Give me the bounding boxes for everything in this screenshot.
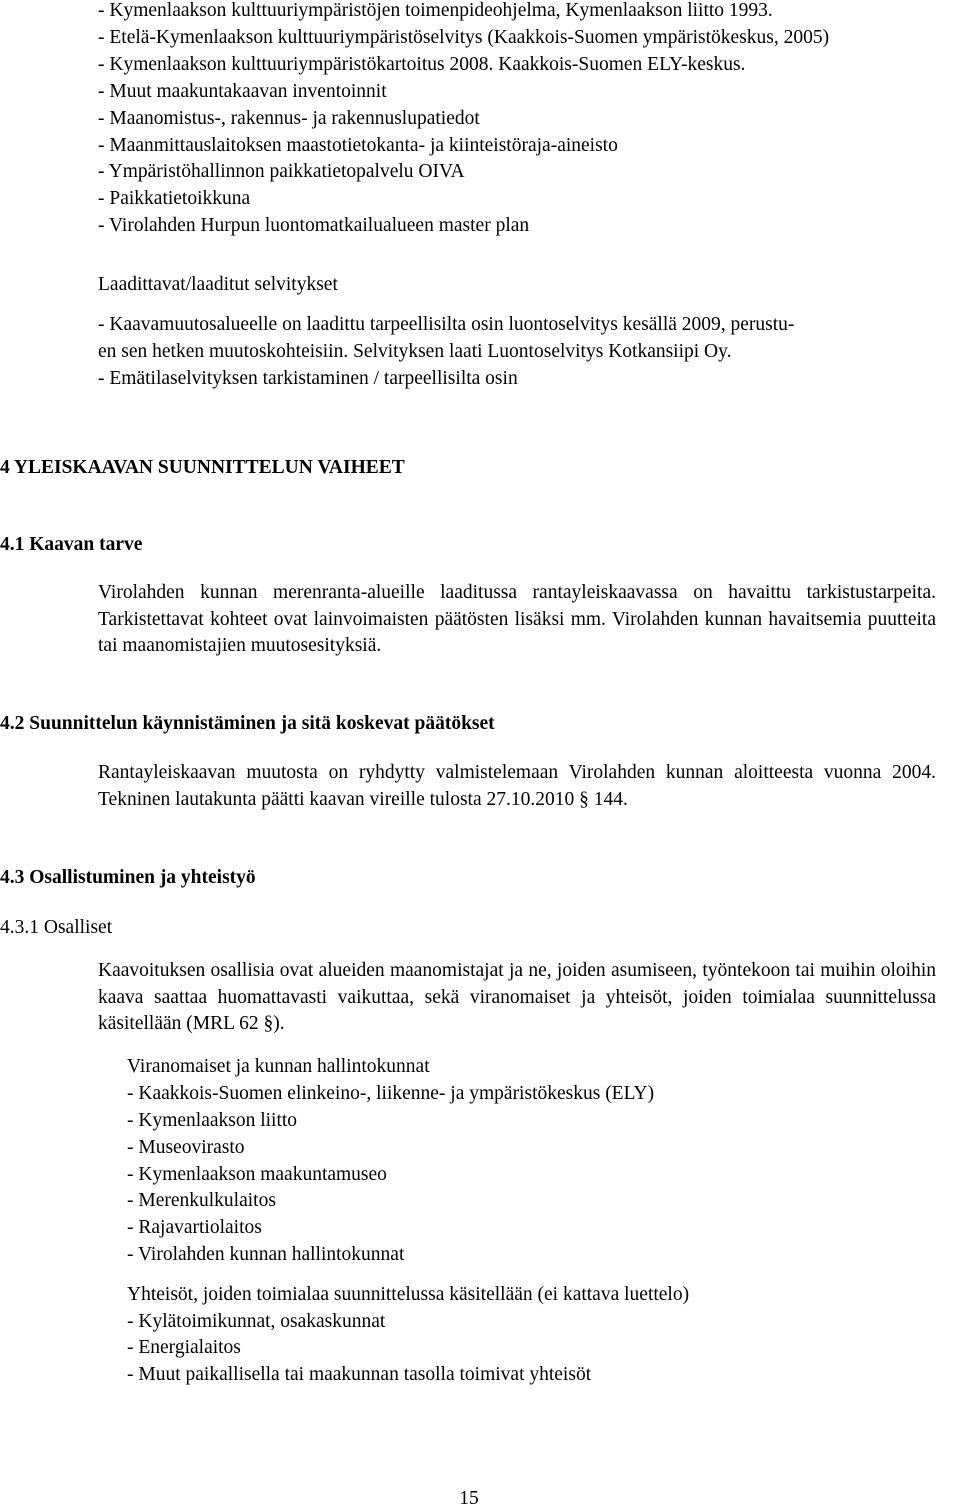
section-title-4-1: 4.1 Kaavan tarve [0, 534, 143, 555]
source-item: - Maanomistus-, rakennus- ja rakennuslupatiedot [98, 108, 480, 129]
section-title-4-3: 4.3 Osallistuminen ja yhteistyö [0, 867, 256, 888]
source-item: - Maanmittauslaitoksen maastotietokanta- ja kiinteistöraja-aineisto [98, 135, 618, 156]
survey-item: - Emätilaselvityksen tarkistaminen / tarpeellisilta osin [98, 368, 518, 389]
page-number: 15 [459, 1488, 479, 1509]
source-item: - Virolahden Hurpun luontomatkailualueen master plan [98, 215, 530, 236]
section-body-4-3-1: Kaavoituksen osallisia ovat alueiden maanomistajat ja ne, joiden asumiseen, työntekoon tai muihin oloihin kaava saattaa huomattavasti vaikuttaa, sekä viranomaiset ja yhteisöt, joiden toimialaa suunnittelussa käsitellään (MRL 62 §). [98, 960, 936, 1034]
source-item: - Kymenlaakson kulttuuriympäristöjen toimenpideohjelma, Kymenlaakson liitto 1993. [98, 0, 773, 21]
section-title-4-2: 4.2 Suunnittelun käynnistäminen ja sitä koskevat päätökset [0, 713, 495, 734]
community-item: - Energialaitos [127, 1337, 241, 1358]
authority-item: - Kymenlaakson maakuntamuseo [127, 1164, 387, 1185]
authority-item: - Kaakkois-Suomen elinkeino-, liikenne- ja ympäristökeskus (ELY) [127, 1083, 655, 1104]
survey-item-line: en sen hetken muutoskohteisiin. Selvityksen laati Luontoselvitys Kotkansiipi Oy. [98, 341, 732, 362]
section-body-4-2: Rantayleiskaavan muutosta on ryhdytty valmistelemaan Virolahden kunnan aloitteesta vuonna 2004. Tekninen lautakunta päätti kaavan vireille tulosta 27.10.2010 § 144. [98, 762, 936, 810]
source-item: - Muut maakuntakaavan inventoinnit [98, 81, 387, 102]
authority-item: - Merenkulkulaitos [127, 1190, 276, 1211]
source-item: - Ympäristöhallinnon paikkatietopalvelu OIVA [98, 161, 465, 182]
source-item: - Kymenlaakson kulttuuriympäristökartoitus 2008. Kaakkois-Suomen ELY-keskus. [98, 54, 746, 75]
authority-item: - Museovirasto [127, 1137, 245, 1158]
source-item: - Paikkatietoikkuna [98, 188, 251, 209]
authority-item: - Kymenlaakson liitto [127, 1110, 298, 1131]
surveys-heading: Laadittavat/laaditut selvitykset [98, 274, 338, 295]
communities-heading: Yhteisöt, joiden toimialaa suunnittelussa käsitellään (ei kattava luettelo) [127, 1284, 690, 1305]
source-item: - Etelä-Kymenlaakson kulttuuriympäristöselvitys (Kaakkois-Suomen ympäristökeskus, 2005) [98, 27, 830, 48]
survey-item-line: - Kaavamuutosalueelle on laadittu tarpeellisilta osin luontoselvitys kesällä 2009, perustu- [98, 314, 795, 335]
authority-item: - Rajavartiolaitos [127, 1217, 262, 1238]
community-item: - Muut paikallisella tai maakunnan tasolla toimivat yhteisöt [127, 1364, 592, 1385]
subsection-title-4-3-1: 4.3.1 Osalliset [0, 917, 113, 938]
authorities-heading: Viranomaiset ja kunnan hallintokunnat [127, 1056, 430, 1077]
section-body-4-1: Virolahden kunnan merenranta-alueille laaditussa rantayleiskaavassa on havaittu tarkistustarpeita. Tarkistettavat kohteet ovat lainvoimaisten päätösten lisäksi mm. Virolahden kunnan havaitsemia puutteita tai maanomistajien muutosesityksiä. [98, 582, 936, 656]
community-item: - Kylätoimikunnat, osakaskunnat [127, 1311, 386, 1332]
authority-item: - Virolahden kunnan hallintokunnat [127, 1244, 405, 1265]
chapter-title: 4 YLEISKAAVAN SUUNNITTELUN VAIHEET [0, 457, 405, 478]
